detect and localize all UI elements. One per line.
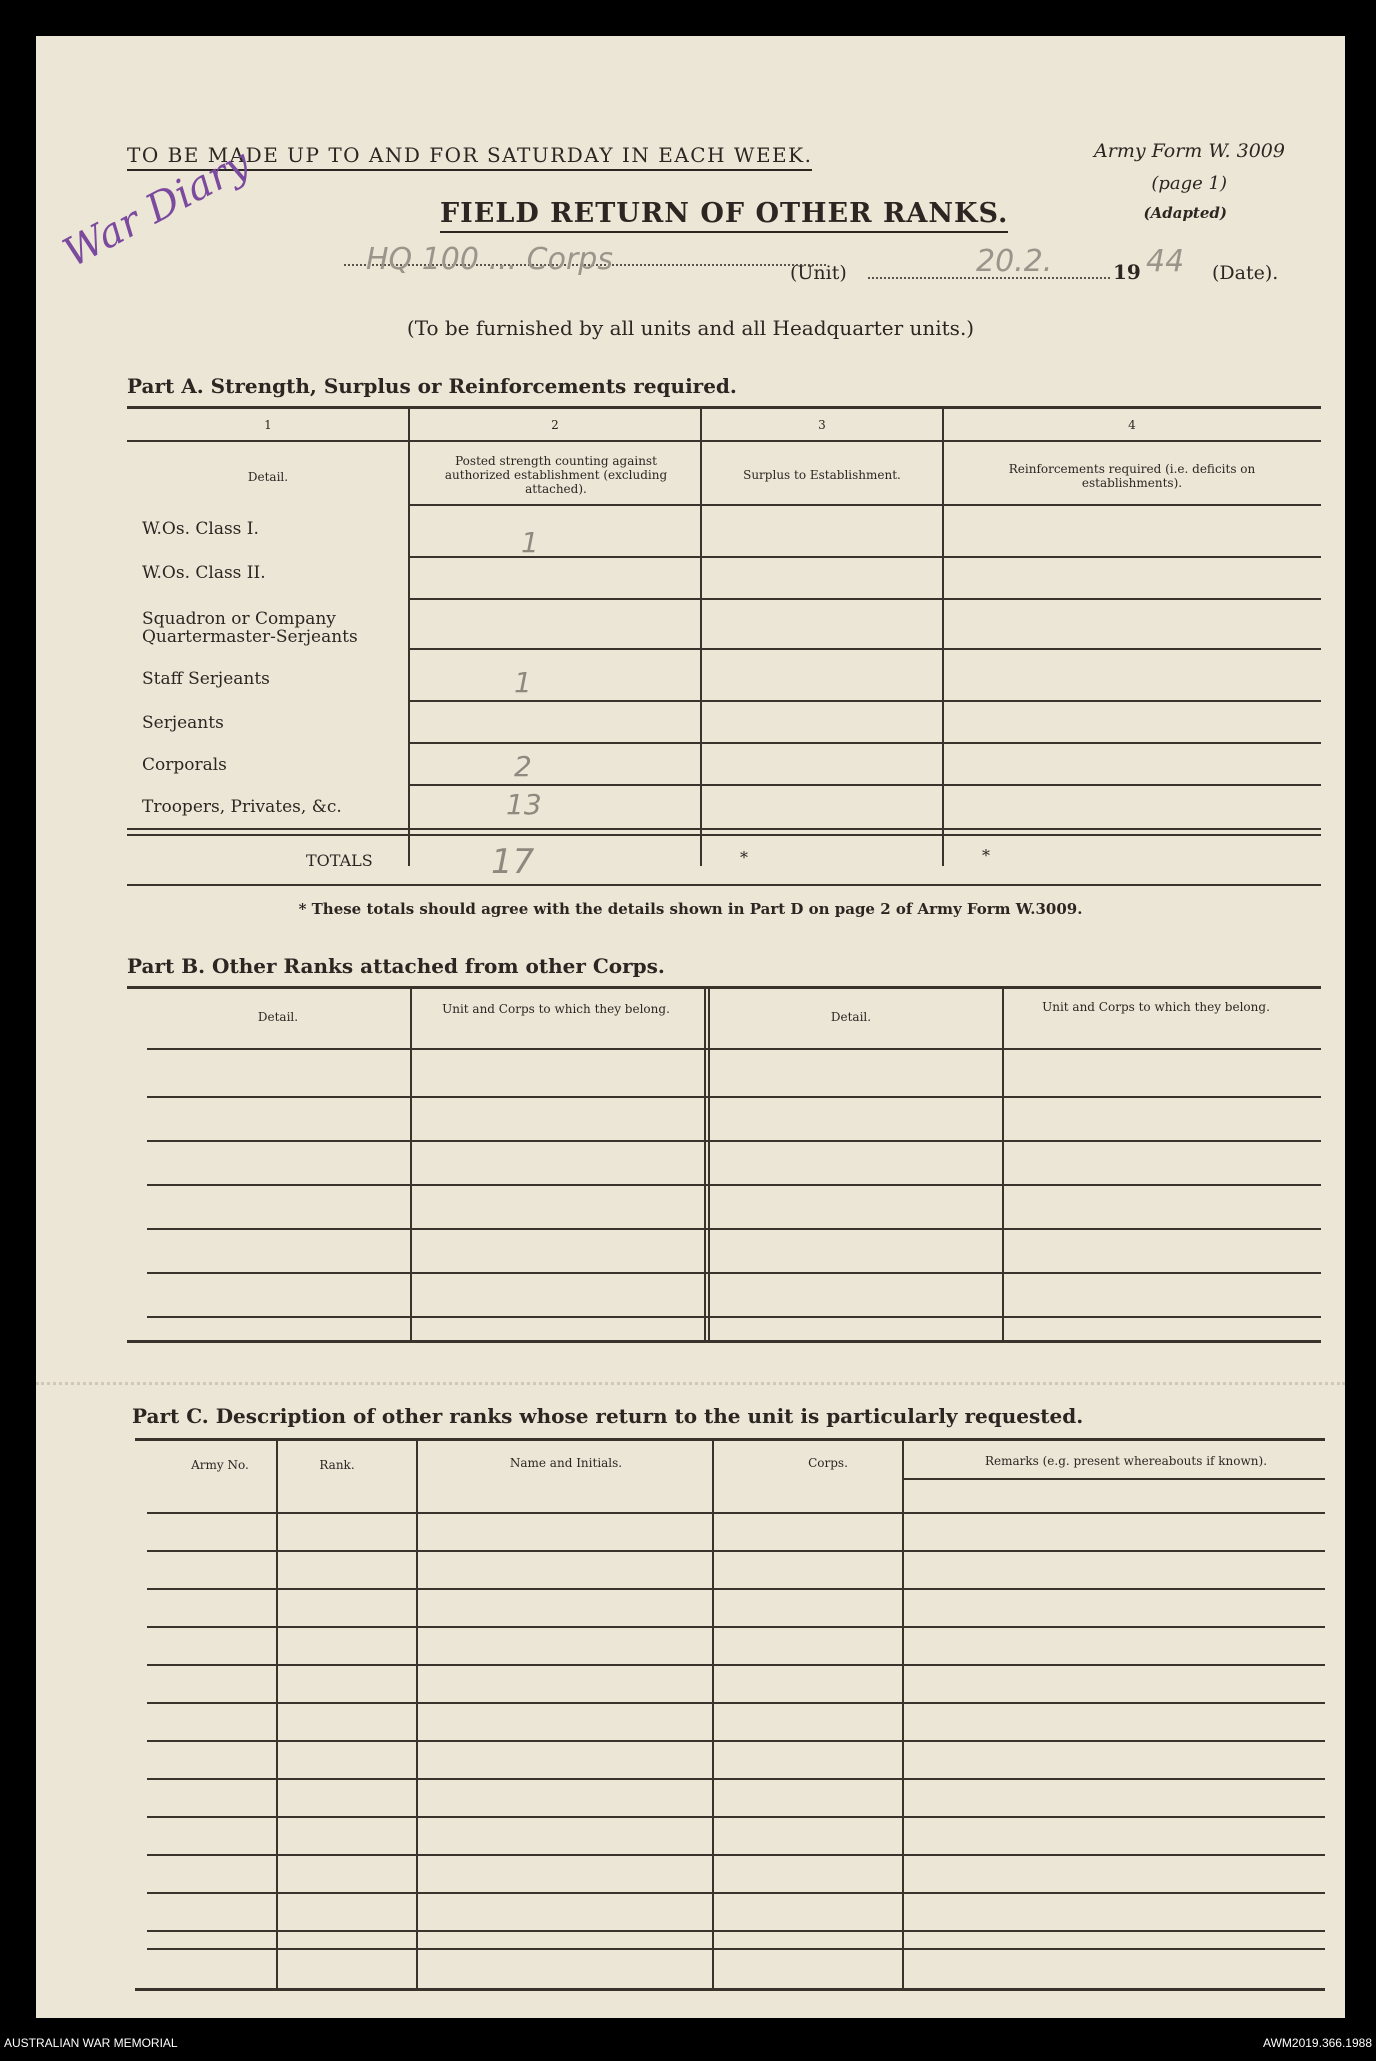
col-number-4: 4 (1128, 418, 1136, 432)
unit-handwritten: HQ 100 ... Corps (366, 242, 613, 277)
footer-credit: AUSTRALIAN WAR MEMORIAL (4, 2036, 178, 2050)
part-b-title: Part B. Other Ranks attached from other Corps. (127, 954, 665, 978)
row-value-corporals: 2 (514, 750, 532, 783)
col-header-surplus: Surplus to Establishment. (743, 468, 901, 482)
col-number-1: 1 (264, 418, 272, 432)
adapted-label: (Adapted) (1143, 204, 1227, 222)
part-c-header-corps: Corps. (808, 1456, 848, 1470)
part-c-title: Part C. Description of other ranks whose return to the unit is particularly requested. (132, 1404, 1084, 1428)
col-header-posted: Posted strength counting against authorized establishment (excluding attached). (444, 454, 668, 496)
unit-label: (Unit) (790, 262, 847, 284)
date-handwritten: 20.2. (976, 244, 1053, 279)
part-c-header-name: Name and Initials. (509, 1456, 623, 1470)
row-label-staff-serjeants: Staff Serjeants (142, 669, 270, 689)
row-label-serjeants: Serjeants (142, 713, 224, 733)
part-c-header-rank: Rank. (319, 1458, 355, 1472)
part-b-header-detail-2: Detail. (830, 1010, 872, 1024)
year-handwritten: 44 (1146, 244, 1185, 279)
totals-value: 17 (491, 842, 535, 882)
instruction-text: TO BE MADE UP TO AND FOR SATURDAY IN EACH WEEK. (127, 143, 812, 171)
form-page (36, 36, 1345, 2018)
part-b-header-detail-1: Detail. (257, 1010, 299, 1024)
perforation-line (36, 1382, 1345, 1385)
col-header-detail: Detail. (247, 470, 289, 484)
part-a-title: Part A. Strength, Surplus or Reinforcements required. (127, 374, 737, 398)
part-b-header-unit-1: Unit and Corps to which they belong. (442, 1002, 670, 1016)
year-prefix: 19 (1113, 260, 1141, 284)
row-label-wo2: W.Os. Class II. (142, 563, 266, 583)
part-c-header-remarks: Remarks (e.g. present whereabouts if known). (984, 1454, 1268, 1468)
totals-label: TOTALS (306, 851, 373, 870)
col-number-2: 2 (551, 418, 559, 432)
page-indicator: (page 1) (1151, 173, 1227, 194)
totals-star-surplus: * (740, 848, 748, 867)
part-c-header-army-no: Army No. (191, 1458, 249, 1472)
page-title: FIELD RETURN OF OTHER RANKS. (440, 198, 1008, 233)
totals-star-reinforcements: * (982, 846, 990, 865)
row-label-troopers: Troopers, Privates, &c. (142, 797, 342, 817)
part-b-header-unit-2: Unit and Corps to which they belong. (1042, 1000, 1270, 1014)
col-number-3: 3 (818, 418, 826, 432)
date-label: (Date). (1212, 262, 1279, 284)
row-label-cqms: Squadron or Company Quartermaster-Serjeants (142, 609, 358, 647)
part-a-footnote: * These totals should agree with the details shown in Part D on page 2 of Army Form W.3009. (298, 900, 1083, 918)
row-label-corporals: Corporals (142, 755, 227, 775)
footer-accession: AWM2019.366.1988 (1263, 2036, 1372, 2050)
col-header-reinforcements: Reinforcements required (i.e. deficits on establishments). (1008, 462, 1256, 490)
row-label-wo1: W.Os. Class I. (142, 519, 259, 539)
war-diary-annotation: War Diary (56, 140, 258, 277)
form-number: Army Form W. 3009 (1094, 140, 1285, 162)
row-value-staff-serjeants: 1 (514, 666, 532, 699)
row-value-wo1: 1 (521, 526, 539, 559)
row-value-troopers: 13 (506, 788, 542, 821)
furnished-note: (To be furnished by all units and all Headquarter units.) (406, 316, 975, 340)
